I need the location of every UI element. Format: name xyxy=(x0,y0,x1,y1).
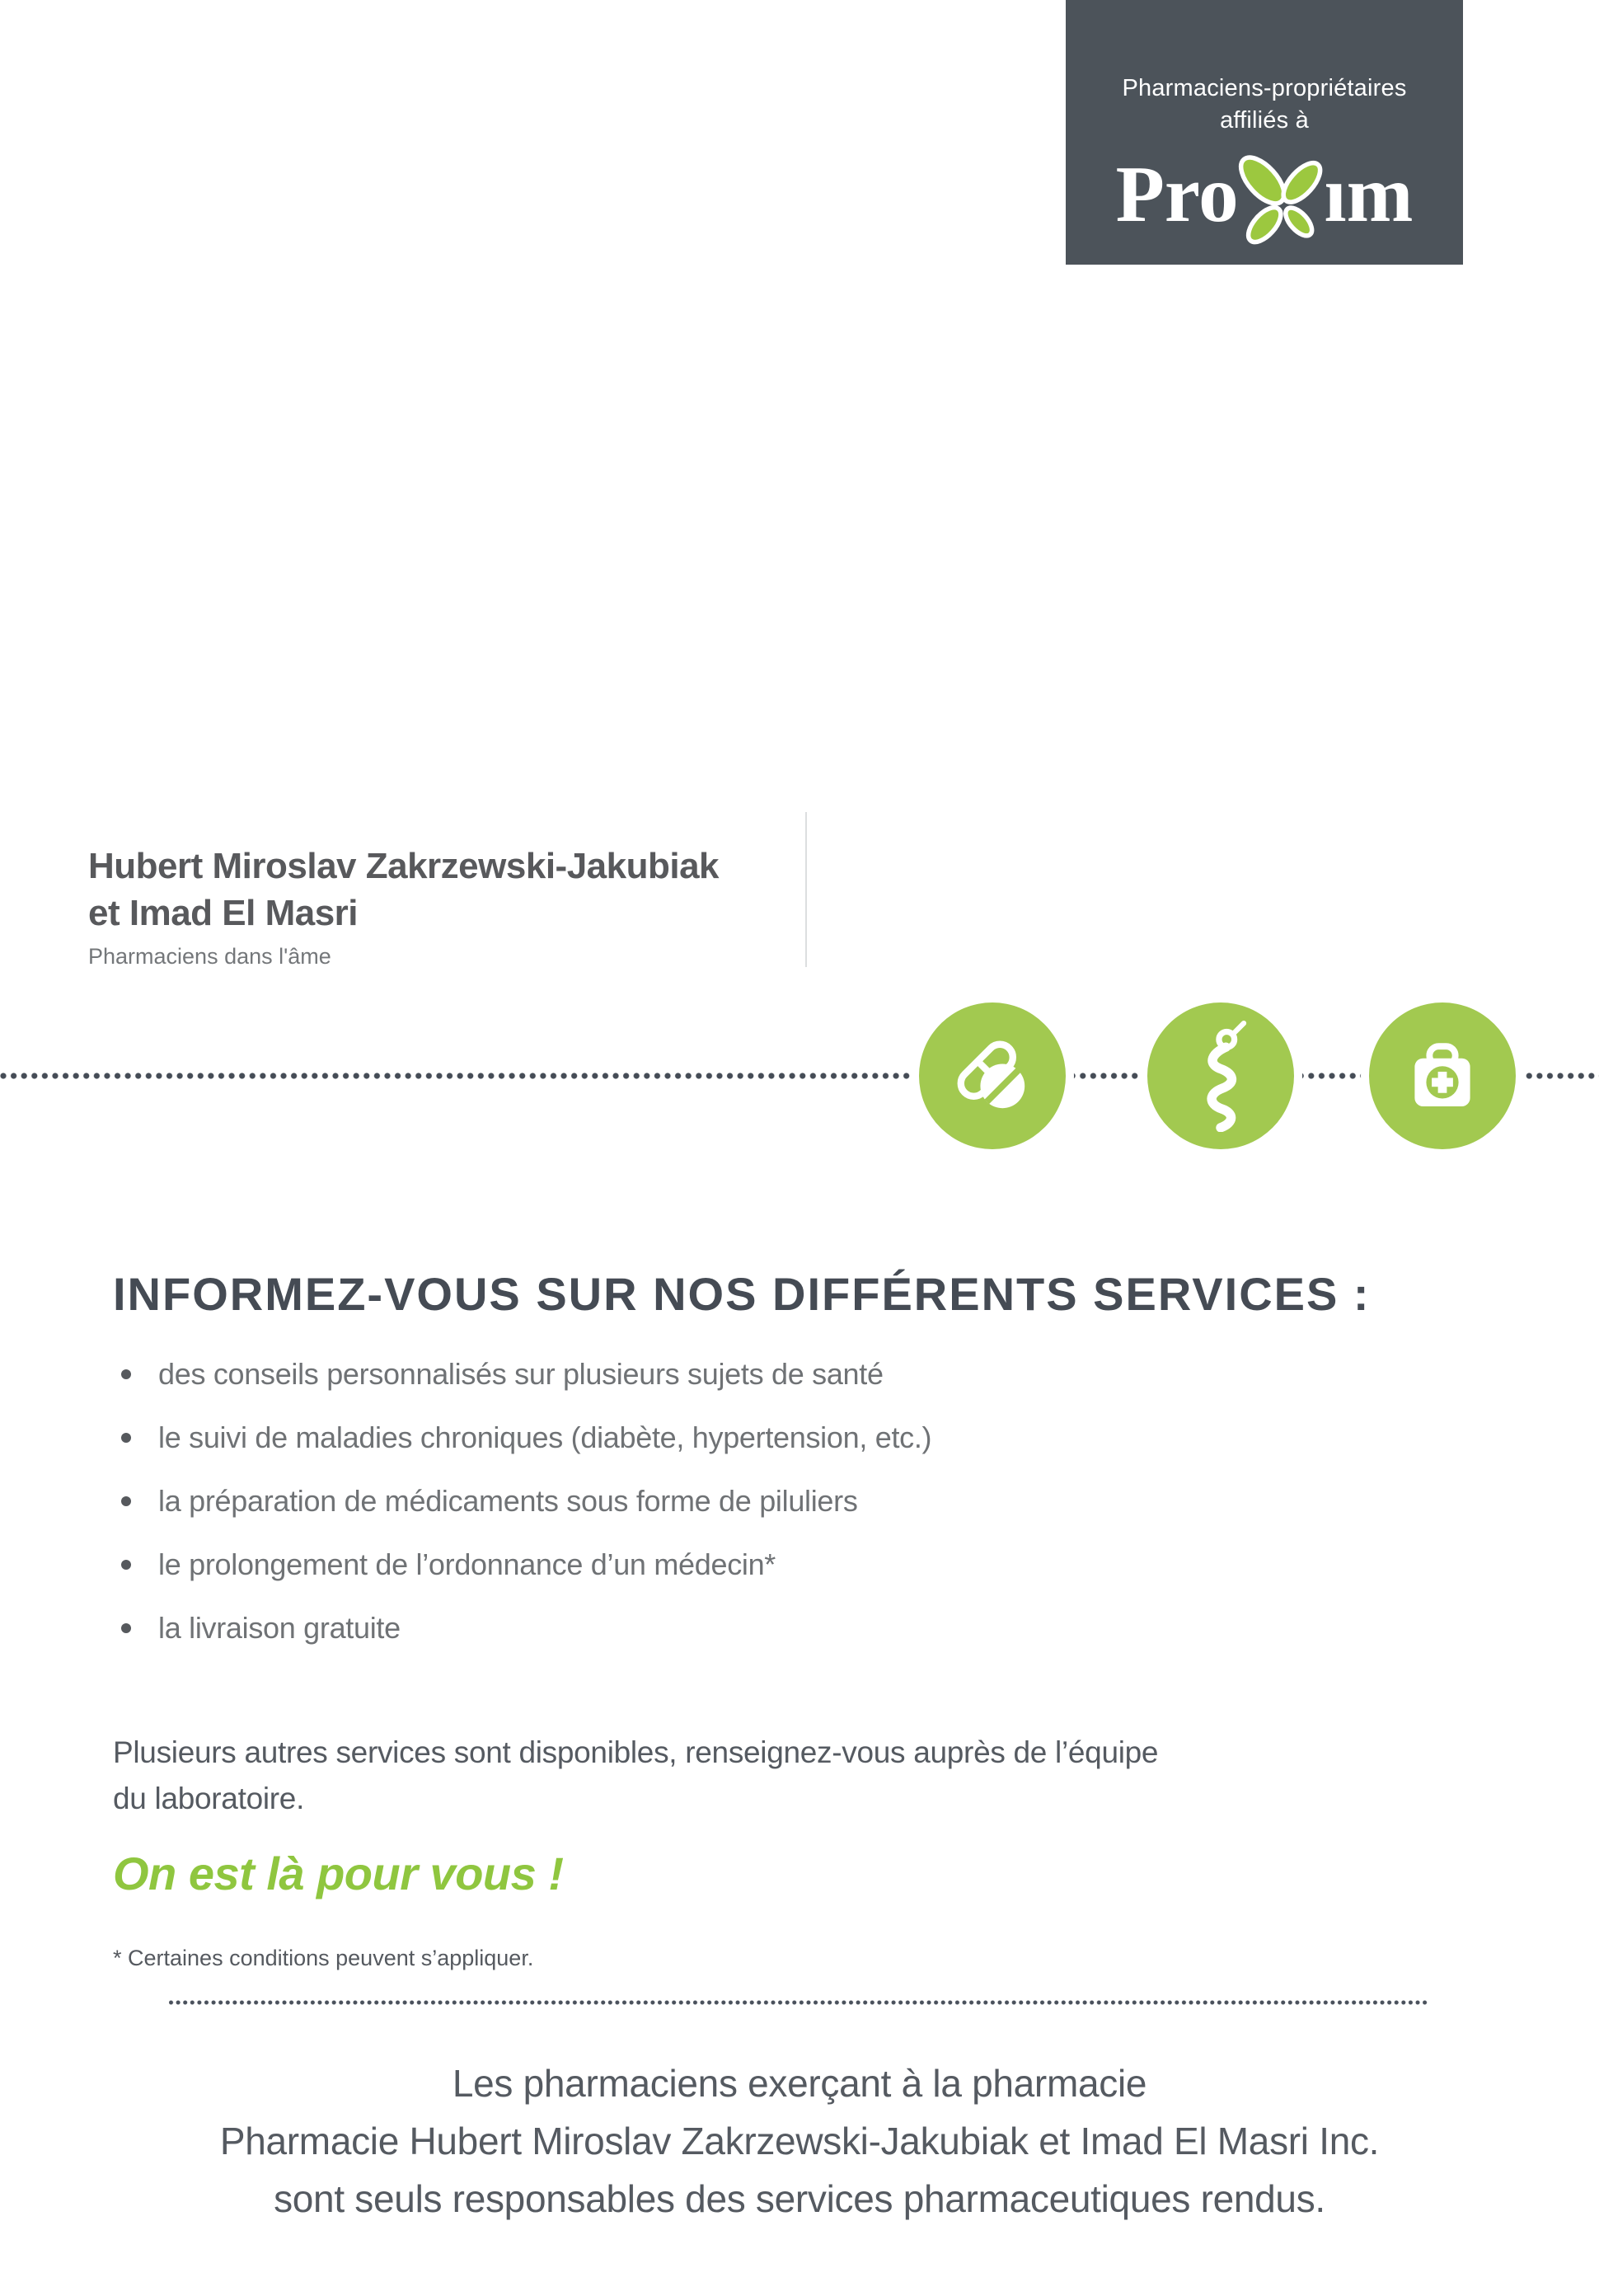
services-list xyxy=(113,1359,931,1676)
owners-subtitle: Pharmaciens dans l'âme xyxy=(88,944,331,969)
list-item: des conseils personnalisés sur plusieurs sujets de santé xyxy=(113,1359,931,1389)
slogan: On est là pour vous ! xyxy=(113,1848,564,1899)
paragraph-line1: Plusieurs autres services sont disponibles, renseignez-vous auprès de l’équipe xyxy=(113,1735,1159,1769)
brand-tagline-line2: affiliés à xyxy=(1220,107,1309,134)
list-item: la livraison gratuite xyxy=(113,1613,931,1643)
disclaimer-line3: sont seuls responsables des services pharmaceutiques rendus. xyxy=(274,2177,1325,2220)
brand-box xyxy=(1066,0,1463,265)
brand-tagline-line1: Pharmaciens-propriétaires xyxy=(1122,75,1407,101)
proxim-logo xyxy=(1066,148,1463,249)
dotted-divider xyxy=(169,2000,1428,2005)
conditions-note: * Certaines conditions peuvent s’appliquer. xyxy=(113,1946,534,1970)
owner-name-line2: et Imad El Masri xyxy=(88,893,359,933)
pill-capsule-icon xyxy=(919,1002,1066,1149)
disclaimer-line2: Pharmacie Hubert Miroslav Zakrzewski-Jakubiak et Imad El Masri Inc. xyxy=(219,2120,1380,2162)
asclepius-snake-icon xyxy=(1147,1002,1294,1149)
list-item: le prolongement de l’ordonnance d’un médecin* xyxy=(113,1549,931,1580)
logo-text-pro: Pro xyxy=(1115,149,1239,238)
vertical-divider xyxy=(805,812,807,967)
dotted-divider-with-icons xyxy=(0,1073,1599,1079)
list-item: le suivi de maladies chroniques (diabète, hypertension, etc.) xyxy=(113,1422,931,1453)
leaf-x-icon xyxy=(1231,153,1332,254)
first-aid-kit-glyph xyxy=(1396,1030,1489,1122)
more-services-paragraph xyxy=(113,1730,1158,1822)
list-item: la préparation de médicaments sous forme de piluliers xyxy=(113,1486,931,1516)
owners-block xyxy=(88,843,719,970)
asclepius-snake-glyph xyxy=(1178,1021,1264,1132)
logo-text-im: ım xyxy=(1324,149,1414,238)
disclaimer-line1: Les pharmaciens exerçant à la pharmacie xyxy=(452,2062,1147,2105)
brand-tagline xyxy=(1066,73,1463,137)
services-heading: INFORMEZ-VOUS SUR NOS DIFFÉRENTS SERVICES : xyxy=(113,1268,1371,1320)
first-aid-kit-icon xyxy=(1369,1002,1516,1149)
disclaimer-footer xyxy=(0,2054,1599,2228)
paragraph-line2: du laboratoire. xyxy=(113,1782,305,1815)
pill-capsule-glyph xyxy=(946,1030,1039,1122)
owner-name-line1: Hubert Miroslav Zakrzewski-Jakubiak xyxy=(88,846,720,886)
